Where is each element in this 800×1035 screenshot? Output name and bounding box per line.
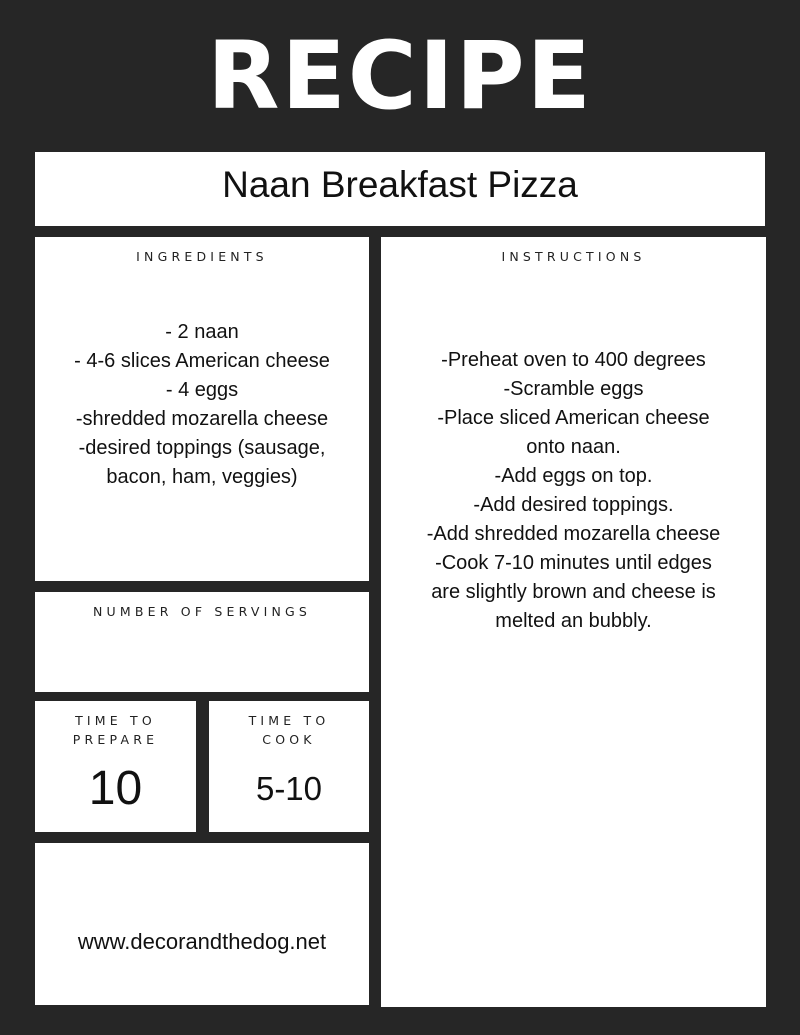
ingredients-list (35, 318, 369, 492)
instruction-line: -Add desired toppings. (473, 494, 674, 516)
cook-time-value: 5-10 (255, 770, 323, 807)
ingredient-item: - 2 naan (165, 321, 239, 343)
instructions-label: INSTRUCTIONS (501, 249, 646, 264)
prep-time-value: 10 (88, 762, 143, 815)
instructions-list (381, 346, 766, 636)
ingredients-label: INGREDIENTS (136, 249, 268, 264)
cook-time-label-line1: TIME TO (248, 713, 330, 728)
ingredient-item: bacon, ham, veggies) (106, 466, 298, 488)
prep-time-label-line1: TIME TO (75, 713, 156, 728)
instruction-line: -Scramble eggs (503, 378, 644, 400)
instruction-line: onto naan. (526, 436, 621, 458)
recipe-name: Naan Breakfast Pizza (222, 164, 578, 205)
instruction-line: -Place sliced American cheese (437, 407, 710, 429)
servings-panel (35, 592, 369, 692)
instruction-line: melted an bubbly. (495, 610, 652, 632)
ingredient-item: -shredded mozarella cheese (75, 408, 329, 430)
prep-time-label-line2: PREPARE (72, 732, 159, 747)
recipe-name-panel (35, 152, 765, 226)
ingredients-panel (35, 237, 369, 581)
instructions-panel (381, 237, 766, 1007)
prep-time-panel (35, 701, 196, 832)
website-panel (35, 843, 369, 1005)
cook-time-panel (209, 701, 369, 832)
instruction-line: are slightly brown and cheese is (431, 581, 716, 603)
ingredient-item: - 4 eggs (165, 379, 239, 401)
servings-label: NUMBER OF SERVINGS (92, 604, 312, 619)
recipe-header-title: RECIPE (207, 22, 593, 131)
instruction-line: -Preheat oven to 400 degrees (441, 349, 706, 371)
instruction-line: -Add shredded mozarella cheese (426, 523, 721, 545)
website-text: www.decorandthedog.net (77, 929, 327, 954)
instruction-line: -Cook 7-10 minutes until edges (435, 552, 712, 574)
ingredient-item: - 4-6 slices American cheese (74, 350, 330, 372)
instruction-line: -Add eggs on top. (494, 465, 653, 487)
ingredient-item: -desired toppings (sausage, (78, 437, 326, 459)
cook-time-label-line2: COOK (262, 732, 316, 747)
